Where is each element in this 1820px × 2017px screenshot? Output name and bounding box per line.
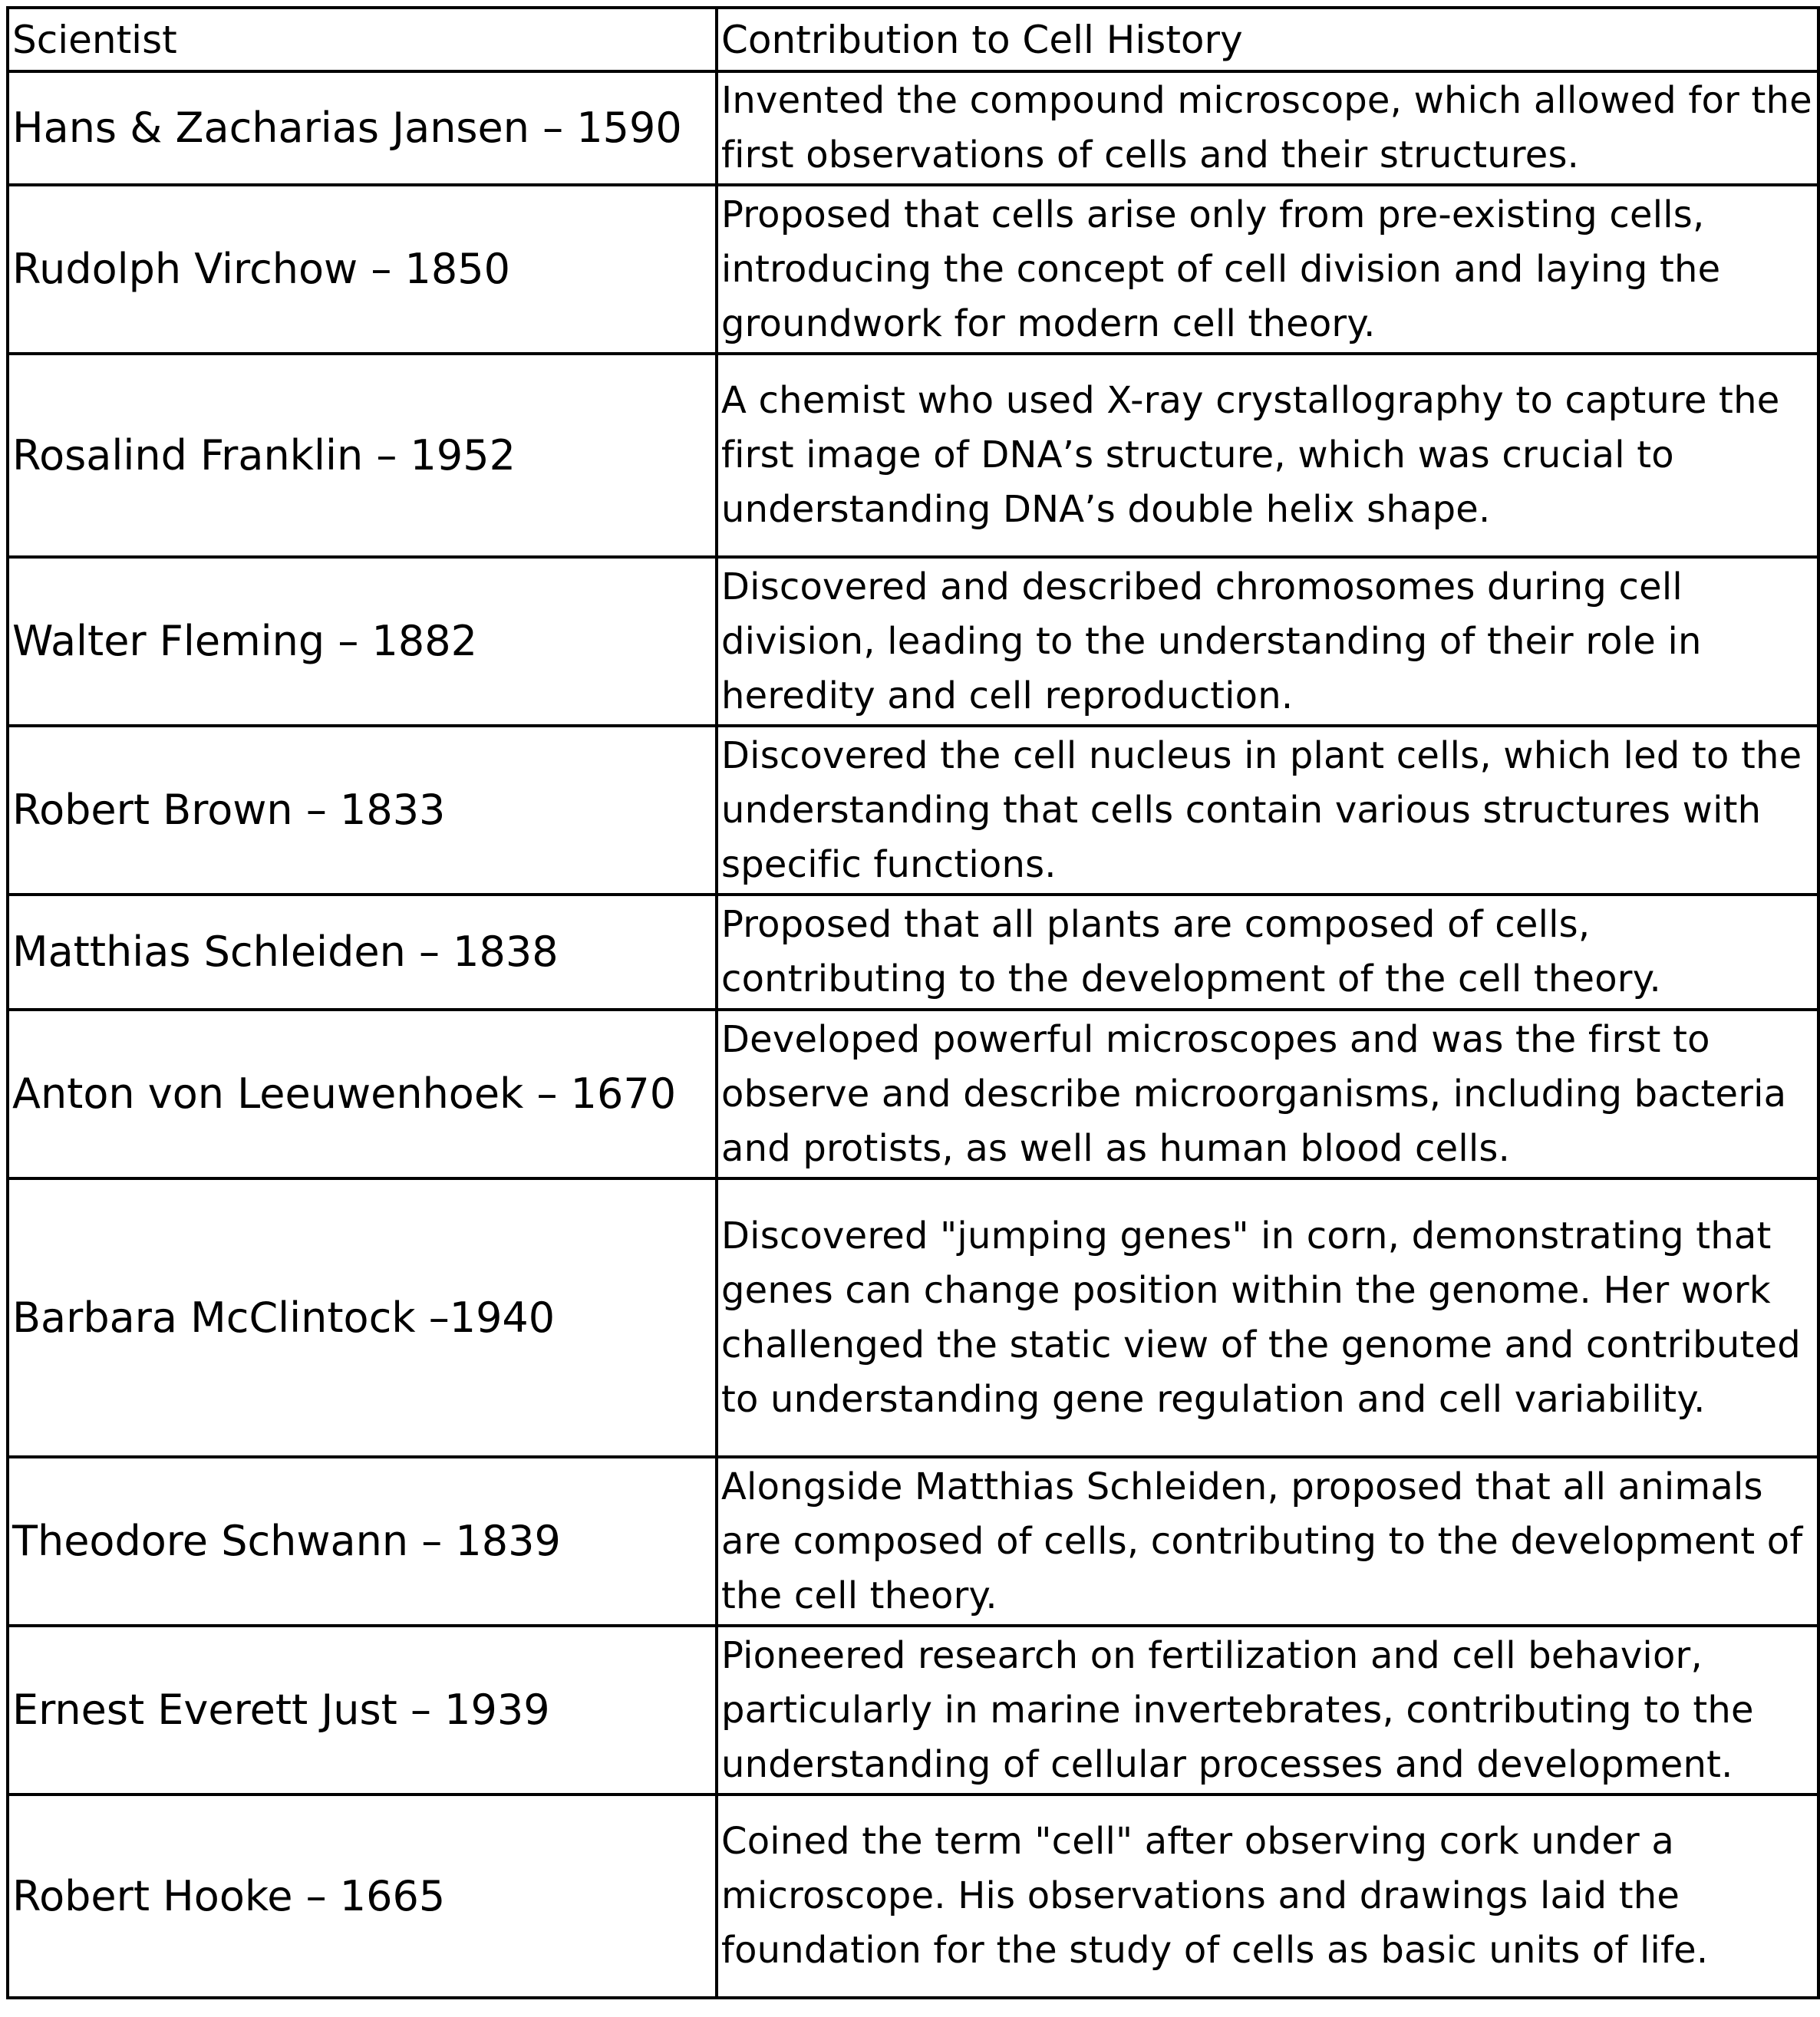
contribution-text: Invented the compound microscope, which allowed for the first observations of cells and their structures. [721, 79, 1812, 176]
contribution-cell [717, 726, 1818, 895]
contribution-cell [717, 1010, 1818, 1178]
header-scientist: Scientist [8, 8, 717, 71]
contribution-cell [717, 185, 1818, 354]
scientist-cell [8, 557, 717, 726]
scientist-name: Robert Hooke – 1665 [12, 1871, 446, 1920]
table-row [8, 557, 1818, 726]
table-row [8, 726, 1818, 895]
contribution-cell [717, 1795, 1818, 1998]
contribution-text: A chemist who used X-ray crystallography to capture the first image of DNA’s structure, which was crucial to understanding DNA’s double helix shape. [721, 379, 1780, 531]
scientist-cell [8, 71, 717, 185]
contribution-cell [717, 1457, 1818, 1626]
table-row [8, 1178, 1818, 1457]
scientist-name: Anton von Leeuwenhoek – 1670 [12, 1069, 677, 1118]
contribution-text: Discovered and described chromosomes during cell division, leading to the understanding of their role in heredity and cell reproduction. [721, 565, 1702, 717]
contribution-cell [717, 557, 1818, 726]
table-row [8, 1626, 1818, 1795]
scientist-cell [8, 1457, 717, 1626]
contribution-cell [717, 895, 1818, 1010]
header-contribution: Contribution to Cell History [717, 8, 1818, 71]
contribution-cell [717, 1178, 1818, 1457]
table-row [8, 354, 1818, 557]
scientist-cell [8, 726, 717, 895]
scientist-cell [8, 1626, 717, 1795]
contribution-text: Proposed that all plants are composed of cells, contributing to the development of the cell theory. [721, 903, 1661, 1000]
scientist-name: Theodore Schwann – 1839 [12, 1517, 561, 1565]
contribution-text: Developed powerful microscopes and was the first to observe and describe microorganisms, including bacteria and protists, as well as human blood cells. [721, 1017, 1787, 1170]
scientist-cell [8, 185, 717, 354]
table-row [8, 185, 1818, 354]
scientist-cell [8, 1178, 717, 1457]
cell-history-table [6, 6, 1820, 1999]
scientist-name: Rosalind Franklin – 1952 [12, 430, 516, 480]
contribution-text: Proposed that cells arise only from pre-existing cells, introducing the concept of cell division and laying the groundwork for modern cell theory. [721, 193, 1721, 345]
contribution-cell [717, 1626, 1818, 1795]
header-row [8, 8, 1818, 71]
scientist-cell [8, 1010, 717, 1178]
contribution-cell [717, 354, 1818, 557]
scientist-name: Matthias Schleiden – 1838 [12, 928, 559, 976]
scientist-cell [8, 895, 717, 1010]
table-row [8, 1010, 1818, 1178]
table-row [8, 895, 1818, 1010]
scientist-name: Ernest Everett Just – 1939 [12, 1686, 550, 1734]
contribution-text: Discovered "jumping genes" in corn, demonstrating that genes can change position within the genome. Her work challenged the static view of the genome and contributed to understanding gene regulation and cell variability. [721, 1214, 1801, 1421]
table-row [8, 1457, 1818, 1626]
scientist-name: Hans & Zacharias Jansen – 1590 [12, 104, 682, 152]
contribution-text: Discovered the cell nucleus in plant cells, which led to the understanding that cells contain various structures with specific functions. [721, 733, 1802, 886]
scientist-cell [8, 1795, 717, 1998]
scientist-name: Robert Brown – 1833 [12, 786, 446, 834]
contribution-text: Coined the term "cell" after observing cork under a microscope. His observations and drawings laid the foundation for the study of cells as basic units of life. [721, 1820, 1709, 1972]
table-row [8, 1795, 1818, 1998]
scientist-name: Walter Fleming – 1882 [12, 617, 477, 665]
scientist-name: Rudolph Virchow – 1850 [12, 245, 510, 293]
contribution-cell [717, 71, 1818, 185]
scientist-name: Barbara McClintock –1940 [12, 1293, 556, 1342]
scientist-cell [8, 354, 717, 557]
table-row [8, 71, 1818, 185]
contribution-text: Alongside Matthias Schleiden, proposed that all animals are composed of cells, contributing to the development of the cell theory. [721, 1465, 1803, 1617]
contribution-text: Pioneered research on fertilization and cell behavior, particularly in marine invertebrates, contributing to the understanding of cellular processes and development. [721, 1633, 1754, 1786]
